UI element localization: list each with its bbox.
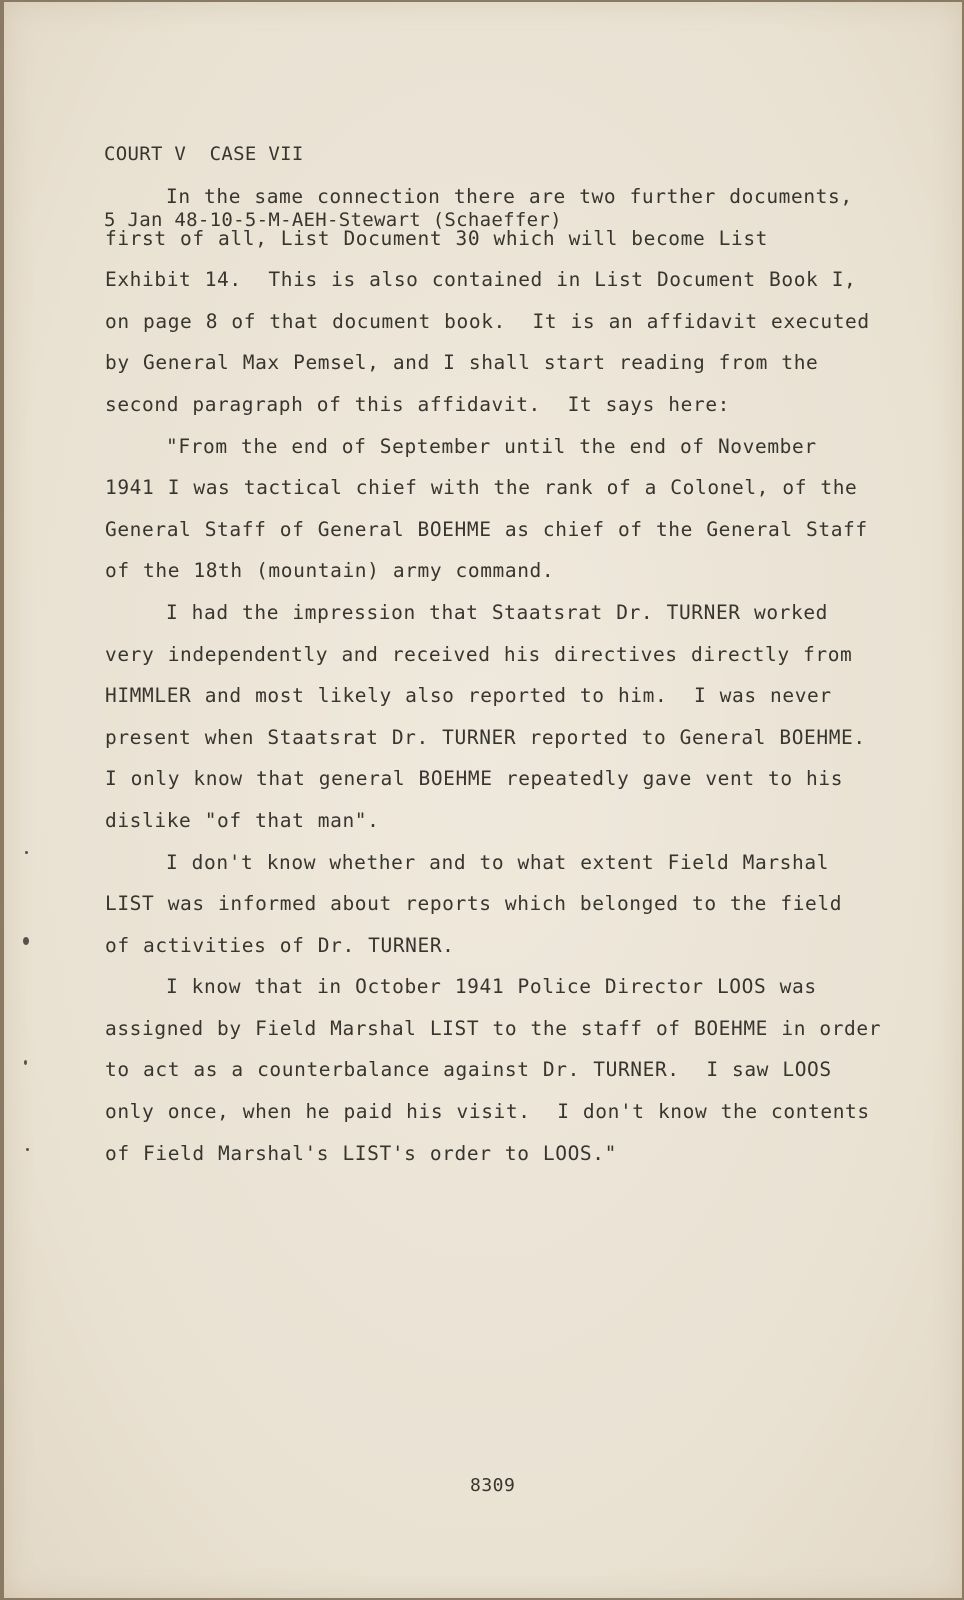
text-line: of activities of Dr. TURNER.: [105, 933, 455, 957]
text-line: only once, when he paid his visit. I don't know the contents: [105, 1100, 870, 1124]
text-line: by General Max Pemsel, and I shall start reading from the: [105, 351, 819, 375]
text-line: I don't know whether and to what extent Field Marshal: [166, 850, 830, 874]
text-line: present when Staatsrat Dr. TURNER reported to General BOEHME.: [105, 725, 866, 749]
document-page: [4, 2, 962, 1598]
ink-spot: [25, 851, 28, 854]
text-line: "From the end of September until the end of November: [166, 434, 817, 458]
text-line: I had the impression that Staatsrat Dr. TURNER worked: [166, 600, 829, 624]
ink-spot: [23, 937, 29, 945]
page-number: 8309: [470, 1475, 516, 1496]
text-line: first of all, List Document 30 which will become List: [105, 226, 769, 250]
ink-spot: [26, 1148, 29, 1151]
text-line: In the same connection there are two further documents,: [166, 185, 853, 208]
text-line: dislike "of that man".: [105, 808, 380, 832]
text-line: assigned by Field Marshal LIST to the staff of BOEHME in order: [105, 1016, 882, 1040]
text-line: LIST was informed about reports which belonged to the field: [105, 892, 843, 916]
text-line: Exhibit 14. This is also contained in List Document Book I,: [105, 268, 857, 292]
text-line: HIMMLER and most likely also reported to him. I was never: [105, 684, 832, 708]
transcript-body: [105, 176, 885, 1174]
ink-spot: [24, 1060, 27, 1065]
text-line: General Staff of General BOEHME as chief of the General Staff: [105, 517, 868, 541]
text-line: I know that in October 1941 Police Director LOOS was: [166, 975, 817, 999]
text-line: 1941 I was tactical chief with the rank of a Colonel, of the: [105, 476, 858, 500]
session-line: 5 Jan 48-10-5-M-AEH-Stewart (Schaeffer): [104, 209, 562, 231]
text-line: to act as a counterbalance against Dr. TURNER. I saw LOOS: [105, 1058, 832, 1082]
court-case-line: COURT V CASE VII: [104, 143, 304, 165]
text-line: on page 8 of that document book. It is an affidavit executed: [105, 309, 870, 333]
text-line: of Field Marshal's LIST's order to LOOS.": [105, 1141, 617, 1165]
text-line: second paragraph of this affidavit. It says here:: [105, 392, 730, 416]
text-line: of the 18th (mountain) army command.: [105, 559, 555, 583]
text-line: I only know that general BOEHME repeatedly gave vent to his: [105, 767, 844, 791]
text-line: very independently and received his directives directly from: [105, 642, 853, 666]
